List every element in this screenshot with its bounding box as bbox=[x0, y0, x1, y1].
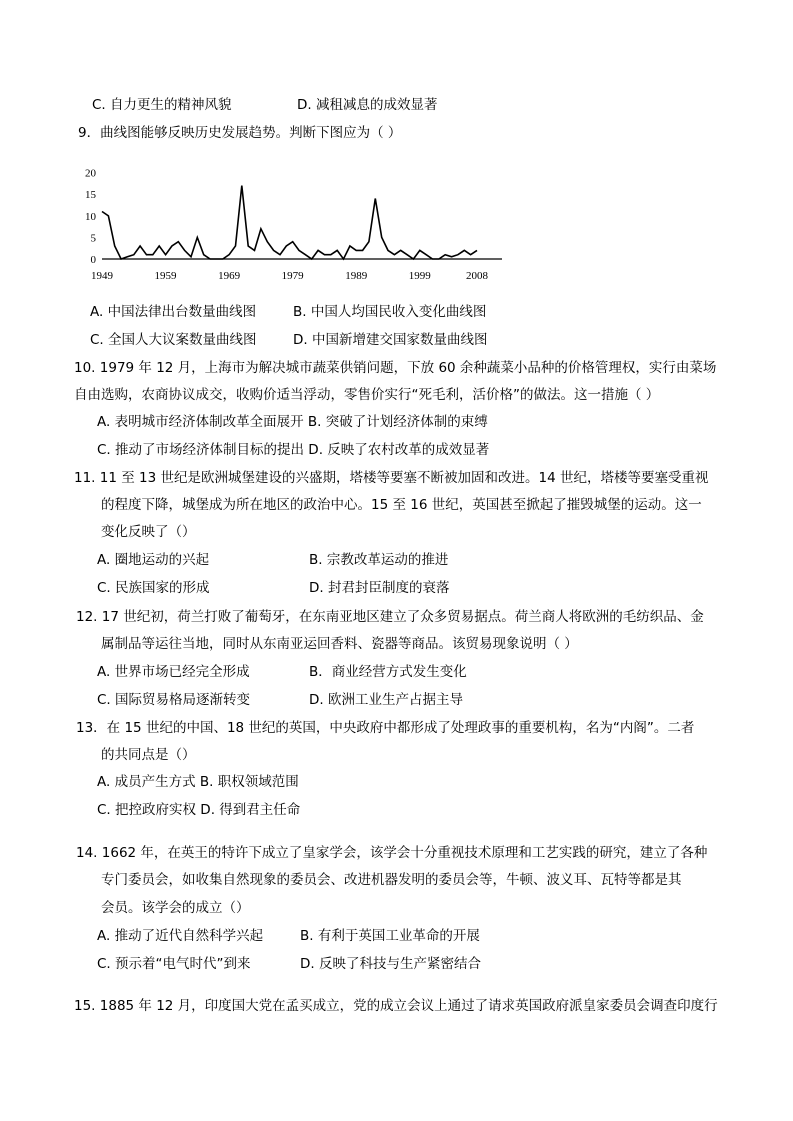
q11-line3: 变化反映了（） bbox=[101, 524, 196, 540]
series-line bbox=[102, 186, 477, 259]
q14-option-c: C. 预示着“电气时代”到来 bbox=[97, 956, 251, 972]
q11-option-a: A. 圈地运动的兴起 bbox=[97, 552, 210, 568]
q9-option-a: A. 中国法律出台数量曲线图 bbox=[90, 304, 257, 320]
q12-option-b: B．商业经营方式发生变化 bbox=[309, 664, 467, 680]
y-tick-label: 10 bbox=[85, 210, 96, 223]
y-tick-label: 20 bbox=[85, 167, 96, 180]
q11-option-d: D. 封君封臣制度的衰落 bbox=[309, 580, 450, 596]
q14-line2: 专门委员会，如收集自然现象的委员会、改进机器发明的委员会等，牛顿、波义耳、瓦特等都是其 bbox=[101, 872, 682, 888]
q15-line1: 15. 1885 年 12 月，印度国大党在孟买成立，党的成立会议上通过了请求英国政府派皇家委员会调查印度行 bbox=[74, 998, 718, 1014]
x-tick-label: 1959 bbox=[154, 270, 177, 282]
q14-line1: 14. 1662 年，在英王的特许下成立了皇家学会，该学会十分重视技术原理和工艺实践的研究，建立了各种 bbox=[76, 845, 708, 861]
q8-option-d: D. 减租减息的成效显著 bbox=[297, 97, 438, 113]
q9-option-d: D. 中国新增建交国家数量曲线图 bbox=[293, 332, 488, 348]
q9-option-c: C. 全国人大议案数量曲线图 bbox=[90, 332, 257, 348]
q11-option-b: B. 宗教改革运动的推进 bbox=[309, 552, 449, 568]
x-tick-label: 1969 bbox=[218, 270, 241, 282]
x-tick-labels bbox=[91, 270, 489, 282]
q12-option-c: C. 国际贸易格局逐渐转变 bbox=[97, 692, 251, 708]
y-tick-label: 5 bbox=[90, 232, 96, 245]
q9-stem: 9．曲线图能够反映历史发展趋势。判断下图应为（ ） bbox=[78, 125, 402, 141]
q8-option-c: C. 自力更生的精神风貌 bbox=[92, 97, 232, 113]
x-tick-label: 2008 bbox=[466, 270, 488, 282]
q12-option-d: D. 欧洲工业生产占据主导 bbox=[309, 692, 463, 708]
q11-line2: 的程度下降，城堡成为所在地区的政治中心。15 至 16 世纪，英国甚至掀起了摧毁城堡的运动。这一 bbox=[101, 497, 702, 513]
q10-line2: 自由选购，农商协议成交，收购价适当浮动，零售价实行“死毛利，活价格”的做法。这一措施（ ） bbox=[74, 387, 660, 403]
q10-options-ab: A. 表明城市经济体制改革全面展开 B. 突破了计划经济体制的束缚 bbox=[97, 414, 488, 430]
x-tick-label: 1989 bbox=[345, 270, 368, 282]
q14-option-a: A. 推动了近代自然科学兴起 bbox=[97, 928, 264, 944]
q11-option-c: C. 民族国家的形成 bbox=[97, 580, 210, 596]
q9-option-b: B. 中国人均国民收入变化曲线图 bbox=[293, 304, 487, 320]
q10-options-cd: C. 推动了市场经济体制目标的提出 D. 反映了农村改革的成效显著 bbox=[97, 442, 490, 458]
q12-option-a: A. 世界市场已经完全形成 bbox=[97, 664, 250, 680]
q12-line1: 12. 17 世纪初，荷兰打败了葡萄牙，在东南亚地区建立了众多贸易据点。荷兰商人将欧洲的毛纺织品、金 bbox=[76, 609, 704, 625]
q13-line2: 的共同点是（） bbox=[101, 747, 196, 763]
y-tick-label: 15 bbox=[85, 189, 96, 202]
q9-line-chart bbox=[82, 152, 507, 287]
q11-line1: 11. 11 至 13 世纪是欧洲城堡建设的兴盛期，塔楼等要塞不断被加固和改进。14 世纪，塔楼等要塞受重视 bbox=[74, 470, 709, 486]
q12-line2: 属制品等运往当地，同时从东南亚运回香料、瓷器等商品。该贸易现象说明（ ） bbox=[101, 636, 578, 652]
q14-option-b: B. 有利于英国工业革命的开展 bbox=[300, 928, 480, 944]
q13-line1: 13．在 15 世纪的中国、18 世纪的英国，中央政府中都形成了处理政事的重要机构，名为“内阁”。二者 bbox=[76, 720, 695, 736]
x-tick-label: 1949 bbox=[91, 270, 113, 282]
q13-options-ab: A. 成员产生方式 B. 职权领域范围 bbox=[97, 774, 299, 790]
y-tick-labels bbox=[85, 168, 97, 266]
q10-line1: 10. 1979 年 12 月，上海市为解决城市蔬菜供销问题，下放 60 余种蔬菜小品种的价格管理权，实行由菜场 bbox=[74, 360, 717, 376]
q14-option-d: D. 反映了科技与生产紧密结合 bbox=[300, 956, 481, 972]
y-tick-label: 0 bbox=[90, 254, 96, 266]
x-tick-label: 1999 bbox=[408, 270, 431, 282]
q13-options-cd: C. 把控政府实权 D. 得到君主任命 bbox=[97, 802, 301, 818]
q14-line3: 会员。该学会的成立（） bbox=[101, 900, 250, 916]
x-tick-label: 1979 bbox=[281, 270, 304, 282]
